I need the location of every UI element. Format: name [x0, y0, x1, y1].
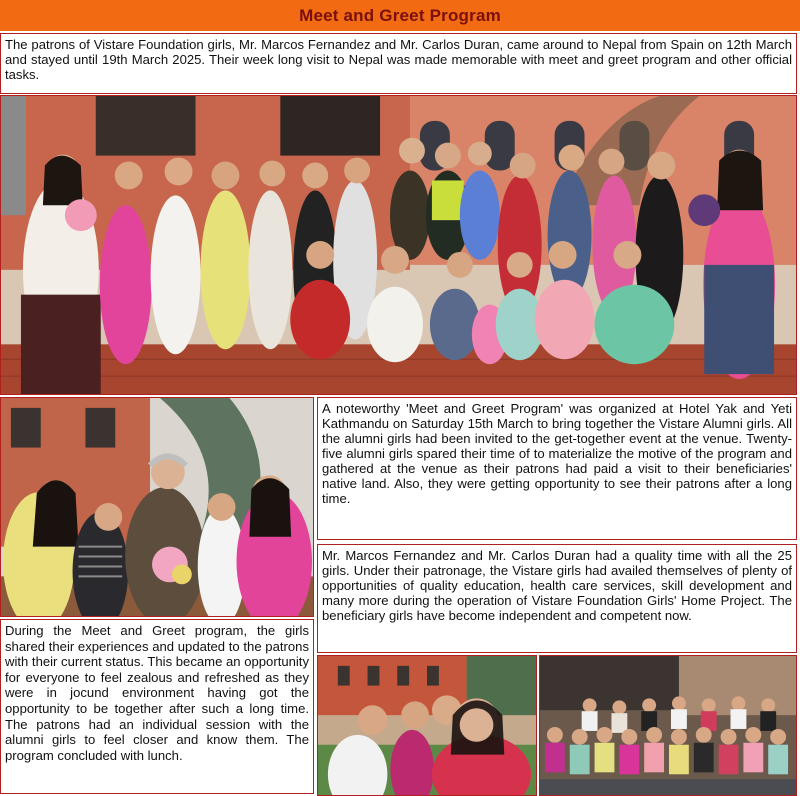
page-title: Meet and Greet Program [299, 5, 501, 25]
event-paragraph: A noteworthy 'Meet and Greet Program' was organized at Hotel Yak and Yeti Kathmandu on Saturday 15th March to bring together the Vistare Alumni girls. All the alumni girls had been invited to the get-together event at the venue. Twenty-five alumni girls spared their time of to materialize the motive of the program and gathered at the venue as their patrons had paid a visit to their beneficiaries' native land. Also, they were getting opportunity to see their patrons after a long time. [317, 397, 797, 540]
header-banner [0, 0, 800, 31]
patronage-paragraph: Mr. Marcos Fernandez and Mr. Carlos Duran had a quality time with all the 25 girls. Under their patronage, the Vistare girls had availed themselves of plenty of opportunities of quality education, health care services, skill development and many more during the operation of Vistare Foundation Girls' Home Project. The beneficiary girls have become independent and competent now. [317, 544, 797, 653]
experiences-paragraph: During the Meet and Greet program, the girls shared their experiences and updated to the patrons with their current status. This became an opportunity for everyone to feel zealous and refreshed as they were in jocund environment having got the opportunity to be together after such a long time. The patrons had an individual session with the alumni girls to feel closer and know them. The program concluded with lunch. [0, 619, 314, 794]
selfie-photo [317, 655, 537, 796]
patron-photo [0, 397, 314, 617]
intro-paragraph: The patrons of Vistare Foundation girls, Mr. Marcos Fernandez and Mr. Carlos Duran, came around to Nepal from Spain on 12th March and stayed until 19th March 2025. Their week long visit to Nepal was made memorable with meet and greet program and other official tasks. [0, 33, 797, 94]
group-photo [0, 95, 797, 395]
alumni-group-photo [539, 655, 797, 796]
